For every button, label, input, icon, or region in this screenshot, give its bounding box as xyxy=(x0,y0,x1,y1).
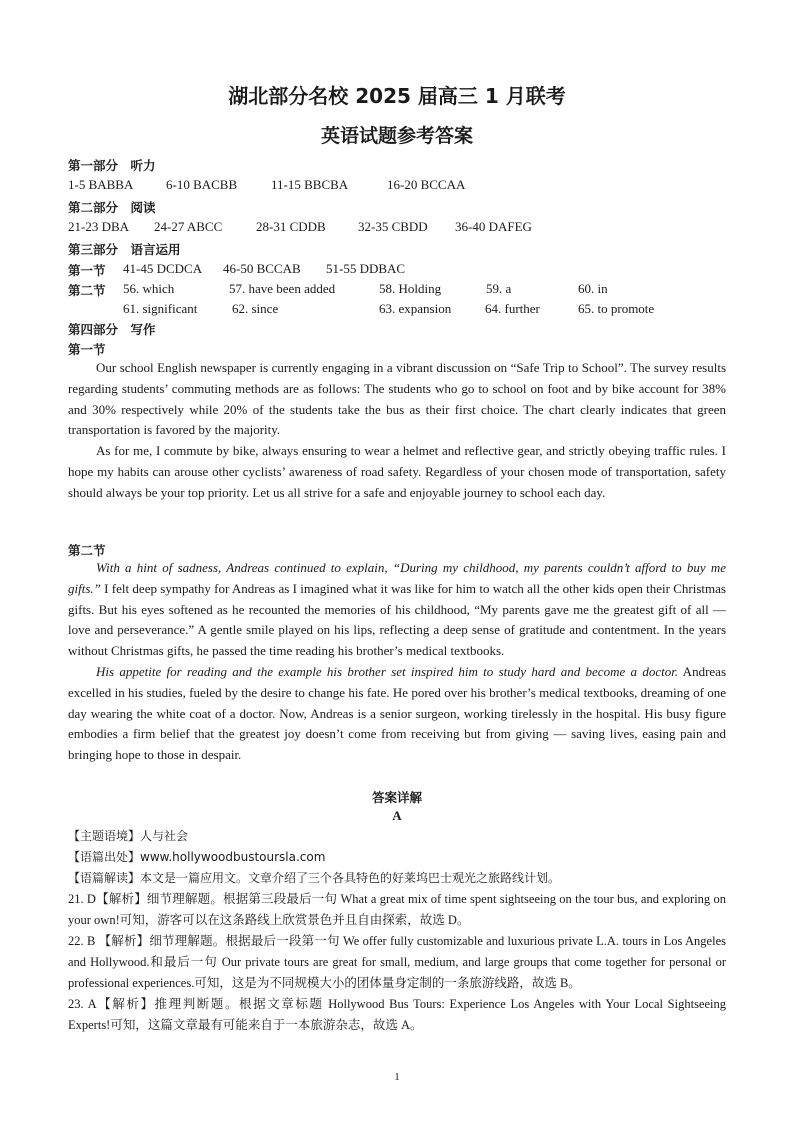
section-label: 第二节 xyxy=(68,283,106,298)
fill-answer: 57. have been added xyxy=(229,281,336,296)
answer-group: 46-50 BCCAB xyxy=(223,261,301,276)
page-subtitle: 英语试题参考答案 xyxy=(320,125,473,147)
fill-answer: 61. significant xyxy=(123,301,198,316)
section-label: 第二节 xyxy=(68,543,106,558)
answer-group: 16-20 BCCAA xyxy=(387,177,466,192)
essay-paragraph xyxy=(68,558,726,662)
essay-paragraph xyxy=(68,662,726,766)
answer-group: 6-10 BACBB xyxy=(166,177,238,192)
answer-group: 11-15 BBCBA xyxy=(271,177,349,192)
fill-answer: 58. Holding xyxy=(379,281,442,296)
paragraph-body: I felt deep sympathy for Andreas as I imagined what it was like for him to watch all the other kids open their Christmas gifts. But his eyes softened as he recounted the memories of his childhood, “My parents gave me the greatest gift of all — love and perseverance.” A gentle smile played on his lips, reflecting a deep sense of gratitude and contentment. In the years without Christmas gifts, he passed the time reading his brother’s medical textbooks. xyxy=(68,580,726,659)
essay-paragraph: Our school English newspaper is currently engaging in a vibrant discussion on “Safe Trip to School”. The survey results regarding students’ commuting methods are as follows: The students who go to school on foot and by bike account for 38% and 30% respectively while 20% of the students take the bus as their first choice. The chart clearly indicates that green transportation is favored by the majority. xyxy=(68,360,726,438)
part1-heading: 第一部分 听力 xyxy=(68,158,156,173)
passage-letter: A xyxy=(392,808,402,823)
given-opening-sentence: With a hint of sadness, Andreas continued to explain, “During my childhood, my parents couldn’t afford to buy me gifts.” xyxy=(68,560,726,596)
essay-section1 xyxy=(68,358,726,504)
essay-paragraph: As for me, I commute by bike, always ensuring to wear a helmet and reflective gear, and strictly obeying traffic rules. I hope my habits can arouse other cyclists’ awareness of road safety. Regardless of your chosen mode of transportation, safety should always be your top priority. Let us all strive for a safe and enjoyable journey to school each day. xyxy=(68,443,726,500)
answer-group: 41-45 DCDCA xyxy=(123,261,203,276)
fill-answer: 65. to promote xyxy=(578,301,655,316)
fill-answer: 64. further xyxy=(485,301,540,316)
answer-group: 36-40 DAFEG xyxy=(455,219,532,234)
paragraph-body: Andreas excelled in his studies, fueled by the desire to change his fate. He pored over his brother’s medical textbooks, dreaming of one day wearing the white coat of a doctor. Now, Andreas is a senior surgeon, working tirelessly in the hospital. His busy figure embodies a firm belief that the greatest joy doesn’t come from receiving but from giving — saving lives, easing pain and bringing hope to those in despair. xyxy=(68,663,726,763)
explanations-body xyxy=(68,826,726,1036)
explanations-heading: 答案详解 xyxy=(371,790,422,805)
part4-heading: 第四部分 写作 xyxy=(68,322,156,337)
fill-answer: 63. expansion xyxy=(379,301,452,316)
essay-section2 xyxy=(68,558,726,766)
answer-group: 32-35 CBDD xyxy=(358,219,428,234)
answer-group: 51-55 DDBAC xyxy=(326,261,406,276)
fill-answer: 62. since xyxy=(232,301,279,316)
source-line: 【语篇出处】www.hollywoodbustoursla.com xyxy=(68,850,326,864)
section-label: 第一节 xyxy=(68,342,106,357)
summary-line: 【语篇解读】本文是一篇应用文。文章介绍了三个各具特色的好莱坞巴士观光之旅路线计划。 xyxy=(68,871,561,885)
part3-heading: 第三部分 语言运用 xyxy=(68,242,181,257)
fill-answer: 60. in xyxy=(578,281,608,296)
question-explanation: 21. D【解析】细节理解题。根据第三段最后一句 What a great mix of time spent sightseeing on the tour bus, and exploring on your own!可知，游客可以在这条路线上欣赏景色并且自由探索，故选 D。 xyxy=(68,892,726,927)
answer-group: 28-31 CDDB xyxy=(256,219,326,234)
page-title: 湖北部分名校 2025 届高三 1 月联考 xyxy=(228,84,566,108)
answer-group: 1-5 BABBA xyxy=(68,177,134,192)
given-opening-sentence: His appetite for reading and the example his brother set inspired him to study hard and become a doctor. xyxy=(96,663,679,679)
answer-group: 24-27 ABCC xyxy=(154,219,223,234)
fill-answer: 59. a xyxy=(486,281,512,296)
section-label: 第一节 xyxy=(68,263,106,278)
page-number: 1 xyxy=(394,1071,400,1083)
part2-heading: 第二部分 阅读 xyxy=(68,200,156,215)
theme-line: 【主题语境】人与社会 xyxy=(68,829,189,843)
question-explanation: 22. B 【解析】细节理解题。根据最后一段第一句 We offer fully customizable and luxurious private L.A. tours in Los Angeles and Hollywood.和最后一句 Our private tours are great for small, medium, and large groups that come together for personal or professional experiences.可知，这是为不同规模大小的团体量身定制的一条旅游线路，故选 B。 xyxy=(68,934,726,990)
answer-group: 21-23 DBA xyxy=(68,219,130,234)
fill-answer: 56. which xyxy=(123,281,175,296)
question-explanation: 23. A【解析】推理判断题。根据文章标题 Hollywood Bus Tours: Experience Los Angeles with Your Local Sightseeing Experts!可知，这篇文章最有可能来自于一本旅游杂志，故选 A。 xyxy=(68,997,726,1032)
